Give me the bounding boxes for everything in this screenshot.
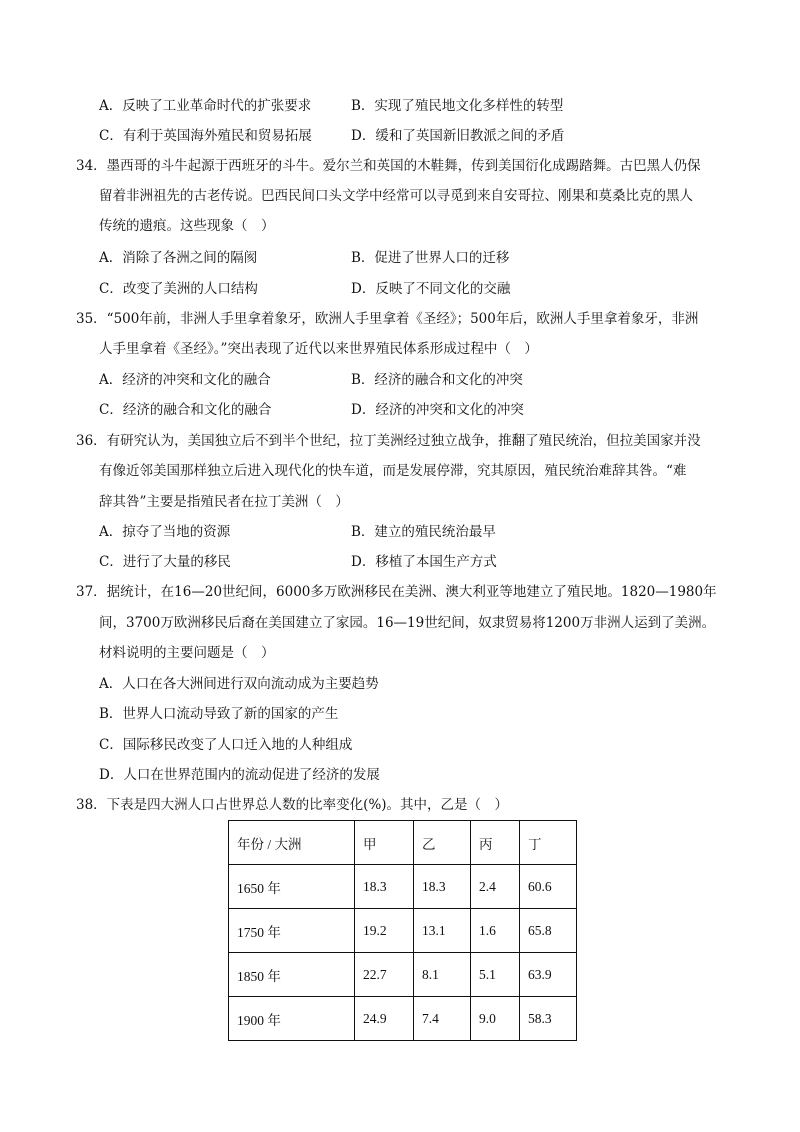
q37-option-b: B．世界人口流动导致了新的国家的产生 bbox=[99, 706, 339, 722]
table-cell: 19.2 bbox=[355, 909, 414, 953]
q35-stem-line-1: 35．“500年前，非洲人手里拿着象牙，欧洲人手里拿着《圣经》；500年后，欧洲人手里拿着象牙，非洲 bbox=[76, 311, 699, 327]
q36-option-d: D．移植了本国生产方式 bbox=[351, 554, 497, 570]
table-cell-year: 1900 年 bbox=[229, 997, 355, 1041]
table-header-cell: 甲 bbox=[355, 821, 414, 865]
table-cell: 8.1 bbox=[414, 953, 471, 997]
table-cell: 18.3 bbox=[414, 865, 471, 909]
q38-stem: 38．下表是四大洲人口占世界总人数的比率变化(%)。其中，乙是（ ） bbox=[76, 797, 509, 813]
table-header-cell: 丁 bbox=[520, 821, 577, 865]
q33-option-b: B．实现了殖民地文化多样性的转型 bbox=[351, 98, 564, 114]
q36-stem-line-3: 辞其咎”主要是指殖民者在拉丁美洲（ ） bbox=[99, 494, 349, 510]
q36-stem-line-2: 有像近邻美国那样独立后进入现代化的快车道，而是发展停滞，究其原因，殖民统治难辞其咎。“难 bbox=[99, 463, 687, 479]
table-row bbox=[229, 909, 577, 953]
q33-option-c: C．有利于英国海外殖民和贸易拓展 bbox=[99, 128, 312, 144]
table-row bbox=[229, 865, 577, 909]
q37-option-a: A．人口在各大洲间进行双向流动成为主要趋势 bbox=[99, 676, 379, 692]
q35-option-a: A．经济的冲突和文化的融合 bbox=[99, 372, 271, 388]
table-cell: 22.7 bbox=[355, 953, 414, 997]
q34-stem-line-1: 34．墨西哥的斗牛起源于西班牙的斗牛。爱尔兰和英国的木鞋舞，传到美国衍化成踢踏舞。古巴黑人仍保 bbox=[76, 158, 701, 174]
table-cell: 2.4 bbox=[471, 865, 520, 909]
table-cell: 9.0 bbox=[471, 997, 520, 1041]
table-cell-year: 1650 年 bbox=[229, 865, 355, 909]
table-row bbox=[229, 953, 577, 997]
q36-stem-line-1: 36．有研究认为，美国独立后不到半个世纪，拉丁美洲经过独立战争，推翻了殖民统治，但拉美国家并没 bbox=[76, 433, 701, 449]
q35-option-d: D．经济的冲突和文化的冲突 bbox=[351, 402, 524, 418]
table-cell: 18.3 bbox=[355, 865, 414, 909]
q37-option-c: C．国际移民改变了人口迁入地的人种组成 bbox=[99, 737, 353, 753]
table-cell: 13.1 bbox=[414, 909, 471, 953]
q34-stem-line-3: 传统的遗痕。这些现象（ ） bbox=[99, 218, 275, 234]
table-cell: 5.1 bbox=[471, 953, 520, 997]
table-cell: 1.6 bbox=[471, 909, 520, 953]
q35-option-b: B．经济的融合和文化的冲突 bbox=[351, 372, 523, 388]
q36-option-b: B．建立的殖民统治最早 bbox=[351, 524, 496, 540]
q34-option-b: B．促进了世界人口的迁移 bbox=[351, 250, 510, 266]
table-cell-year: 1850 年 bbox=[229, 953, 355, 997]
table-header-cell: 丙 bbox=[471, 821, 520, 865]
q35-stem-line-2: 人手里拿着《圣经》。”突出表现了近代以来世界殖民体系形成过程中（ ） bbox=[99, 341, 538, 357]
q36-option-a: A．掠夺了当地的资源 bbox=[99, 524, 231, 540]
q33-option-d: D．缓和了英国新旧教派之间的矛盾 bbox=[351, 128, 565, 144]
table-cell: 65.8 bbox=[520, 909, 577, 953]
population-ratio-table bbox=[228, 820, 577, 1041]
table-header-cell: 年份 / 大洲 bbox=[229, 821, 355, 865]
q34-option-d: D．反映了不同文化的交融 bbox=[351, 281, 511, 297]
q37-stem-line-1: 37．据统计，在16—20世纪间，6000多万欧洲移民在美洲、澳大利亚等地建立了殖民地。1820—1980年 bbox=[76, 584, 717, 600]
table-header-cell: 乙 bbox=[414, 821, 471, 865]
table-cell: 63.9 bbox=[520, 953, 577, 997]
q36-option-c: C．进行了大量的移民 bbox=[99, 554, 231, 570]
q35-option-c: C．经济的融合和文化的融合 bbox=[99, 402, 272, 418]
q34-option-a: A．消除了各洲之间的隔阂 bbox=[99, 250, 258, 266]
table-cell: 24.9 bbox=[355, 997, 414, 1041]
table-cell: 7.4 bbox=[414, 997, 471, 1041]
q34-option-c: C．改变了美洲的人口结构 bbox=[99, 281, 258, 297]
q37-stem-line-3: 材料说明的主要问题是（ ） bbox=[99, 645, 275, 661]
q37-option-d: D．人口在世界范围内的流动促进了经济的发展 bbox=[99, 767, 380, 783]
table-row bbox=[229, 997, 577, 1041]
table-cell-year: 1750 年 bbox=[229, 909, 355, 953]
table-cell: 58.3 bbox=[520, 997, 577, 1041]
table-header-row bbox=[229, 821, 577, 865]
table-cell: 60.6 bbox=[520, 865, 577, 909]
q37-stem-line-2: 间，3700万欧洲移民后裔在美国建立了家园。16—19世纪间，奴隶贸易将1200万非洲人运到了美洲。 bbox=[99, 615, 716, 631]
q33-option-a: A．反映了工业革命时代的扩张要求 bbox=[99, 98, 312, 114]
q34-stem-line-2: 留着非洲祖先的古老传说。巴西民间口头文学中经常可以寻觅到来自安哥拉、刚果和莫桑比克的黑人 bbox=[99, 188, 693, 204]
